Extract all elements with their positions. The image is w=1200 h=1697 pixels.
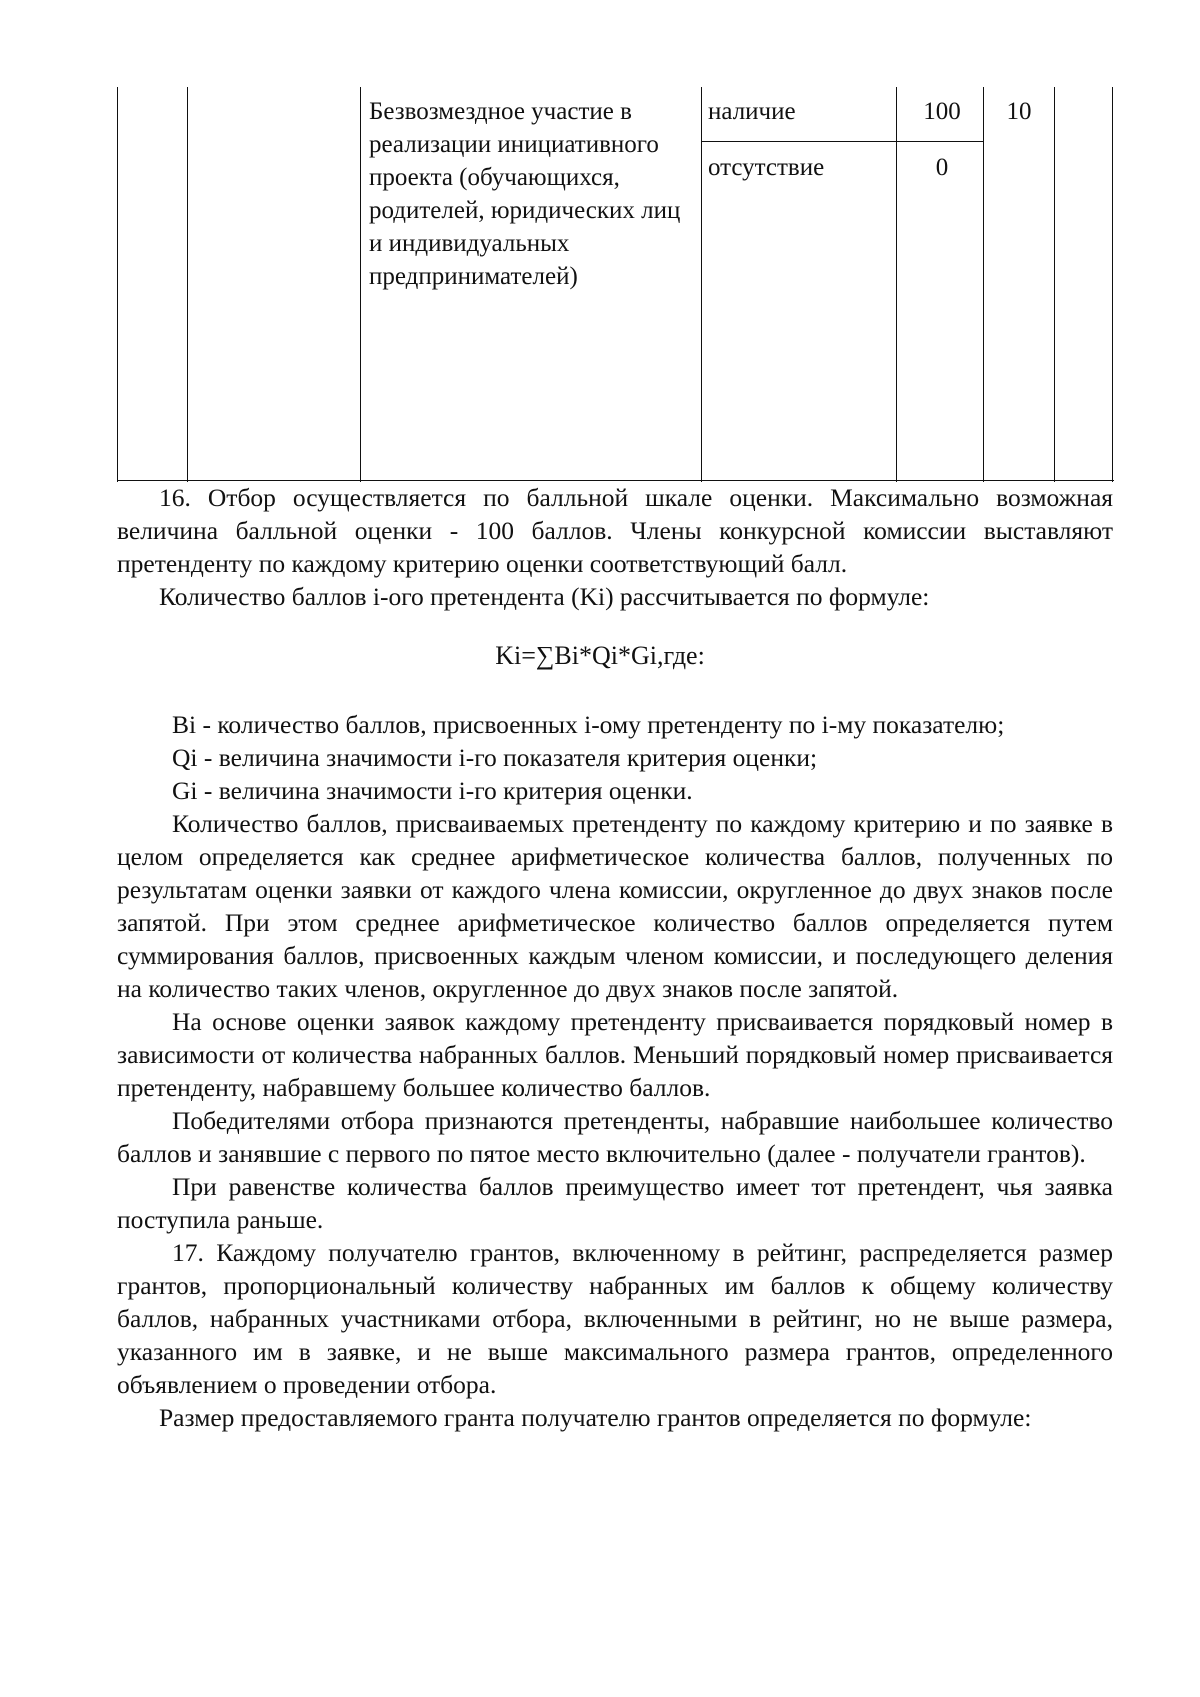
paragraph-grant-size: Размер предоставляемого гранта получателю грантов определяется по формуле: [159,1403,1032,1432]
score-absent: 0 [935,154,949,181]
formula-ki: Ki=∑Bi*Qi*Gi,где: [495,641,705,670]
definition-bi: Bi - количество баллов, присвоенных i-ому претенденту по i-му показателю; [172,710,1005,739]
table-border [1054,87,1055,482]
paragraph-average: Количество баллов, присваиваемых претенденту по каждому критерию и по заявке в целом определяется как среднее арифметическое количества баллов, полученных по результатам оценки заявки от каждого члена комиссии, округленное до двух знаков после запятой. При этом среднее арифметическое количество баллов определяется путем суммирования баллов, присвоенных каждым членом комиссии, и последующего деления на количество таких членов, округленное до двух знаков после запятой. [117,809,1113,1003]
definition-gi: Gi - величина значимости i-го критерия оценки. [172,776,693,805]
indicator-absent: отсутствие [708,154,825,181]
paragraph-16: 16. Отбор осуществляется по балльной шкале оценки. Максимально возможная величина балльной оценки - 100 баллов. Члены конкурсной комиссии выставляют претенденту по каждому критерию оценки соответствующий балл. [117,483,1113,578]
paragraph-ranking: На основе оценки заявок каждому претенденту присваивается порядковый номер в зависимости от количества набранных баллов. Меньший порядковый номер присваивается претенденту, набравшему большее количество баллов. [117,1007,1113,1102]
criteria-table [117,87,1114,482]
paragraph-ki-intro: Количество баллов i-ого претендента (Ki) рассчитывается по формуле: [159,582,930,611]
table-border [187,87,188,482]
definitions-and-rules [117,708,1113,1434]
table-border [360,87,361,482]
score-present: 100 [923,98,961,125]
criterion-text: Безвозмездное участие в реализации инициативного проекта (обучающихся, родителей, юридических лиц и индивидуальных предпринимателей) [369,98,681,290]
section-16 [117,481,1113,613]
indicator-present: наличие [708,98,796,125]
table-border [701,141,983,142]
table-border [896,87,897,482]
definition-qi: Qi - величина значимости i-го показателя критерия оценки; [172,743,818,772]
criterion-weight: 10 [1006,98,1032,125]
table-border [117,87,118,482]
paragraph-17: 17. Каждому получателю грантов, включенному в рейтинг, распределяется размер грантов, пропорциональный количеству набранных им баллов к общему количеству баллов, набранных участниками отбора, включенными в рейтинг, но не выше размера, указанного им в заявке, и не выше максимального размера грантов, определенного объявлением о проведении отбора. [117,1238,1113,1399]
paragraph-tie: При равенстве количества баллов преимущество имеет тот претендент, чья заявка поступила раньше. [117,1172,1113,1234]
paragraph-winners: Победителями отбора признаются претенденты, набравшие наибольшее количество баллов и занявшие с первого по пятое место включительно (далее - получатели грантов). [117,1106,1113,1168]
table-border [1112,87,1113,482]
table-border [983,87,984,482]
table-border [701,87,702,482]
